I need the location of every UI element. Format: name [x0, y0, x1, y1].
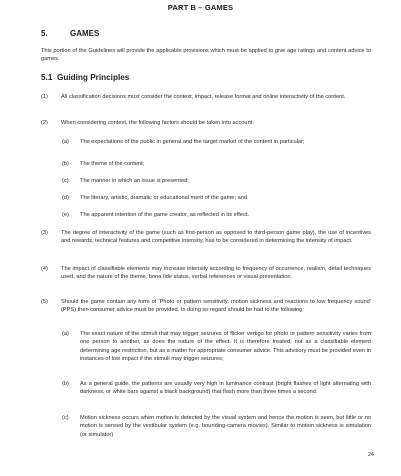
paragraph-number: (3)	[41, 230, 48, 236]
paragraph-number: (1)	[41, 94, 48, 100]
paragraph-text: The degree of interactivity of the game (such as first-person as opposed to third-person game play), the use of incentives and rewards, technical features and competitive intensity, has to be considered in determining the intensity of impact.	[61, 230, 371, 245]
intro-paragraph: This portion of the Guidelines will provide the applicable provisions which must be applied to give age ratings and content advice to games.	[41, 48, 371, 63]
list-item-number: (a)	[62, 139, 69, 145]
list-item-text: The manner in which an issue is presented;	[80, 178, 189, 184]
paragraph-text: All classification decisions must consider the context, impact, release format and online interactivity of the content.	[61, 94, 346, 100]
list-item-text: The expectations of the public in general and the target market of the content in particular;	[80, 139, 305, 145]
list-item-number: (e)	[62, 212, 69, 218]
list-item-text: As a general guide, the patterns are usually very high in luminance contrast (bright flashes of light alternating with darkness, or white bars against a black background) that flash more than three times a second;	[80, 381, 371, 396]
list-item-text: The exact nature of the stimuli that may trigger seizures of flicker vertigo for photo or pattern sensitivity varies from one person to another, as does the nature of the effect. It is therefore treated, not as a classifiable element determining age restriction, but as a matter for appropriate consumer advice. This advisory must be provided even in instances of low impact if the stimuli may trigger seizures;	[80, 331, 371, 362]
paragraph-text: The impact of classifiable elements may increase intensity according to frequency of occurrence, realism, detail techniques used, and the nature of the theme, bona fide status, verbal references or visual presentation.	[61, 266, 371, 281]
paragraph-text: Should the game contain any form of ‘Photo or pattern sensitivity, motion sickness and reactions to low frequency sound’ (PPS) then consumer advice must be provided. In doing so regard should be had to the following:	[61, 299, 371, 314]
list-item-number: (b)	[62, 381, 69, 387]
part-title: PART B – GAMES	[167, 3, 234, 12]
list-item-number: (d)	[62, 195, 69, 201]
paragraph-number: (4)	[41, 266, 48, 272]
list-item-text: The theme of the content;	[80, 161, 145, 167]
list-item-number: (c)	[62, 178, 69, 184]
paragraph-number: (5)	[41, 299, 48, 305]
page-number: 24	[367, 452, 374, 458]
paragraph-text: When considering context, the following factors should be taken into account:	[61, 120, 254, 126]
list-item-number: (b)	[62, 161, 69, 167]
paragraph-number: (2)	[41, 120, 48, 126]
list-item-text: The literary, artistic, dramatic or educational merit of the game; and	[80, 195, 247, 201]
list-item-text: Motion sickness occurs when motion is detected by the visual system and hence the motion is seen, but little or no motion is sensed by the vestibular system (e.g. bounding-camera movies). Similar to motion sickness is simulation (or simulator)	[80, 415, 371, 438]
list-item-number: (c)	[62, 415, 69, 421]
section-number: 5.	[41, 29, 48, 38]
list-item-text: The apparent intention of the game creator, as reflected in its effect.	[80, 212, 249, 218]
subsection-number: 5.1	[41, 73, 53, 82]
subsection-title: Guiding Principles	[57, 73, 130, 82]
section-title: GAMES	[70, 29, 100, 38]
list-item-number: (a)	[62, 331, 69, 337]
